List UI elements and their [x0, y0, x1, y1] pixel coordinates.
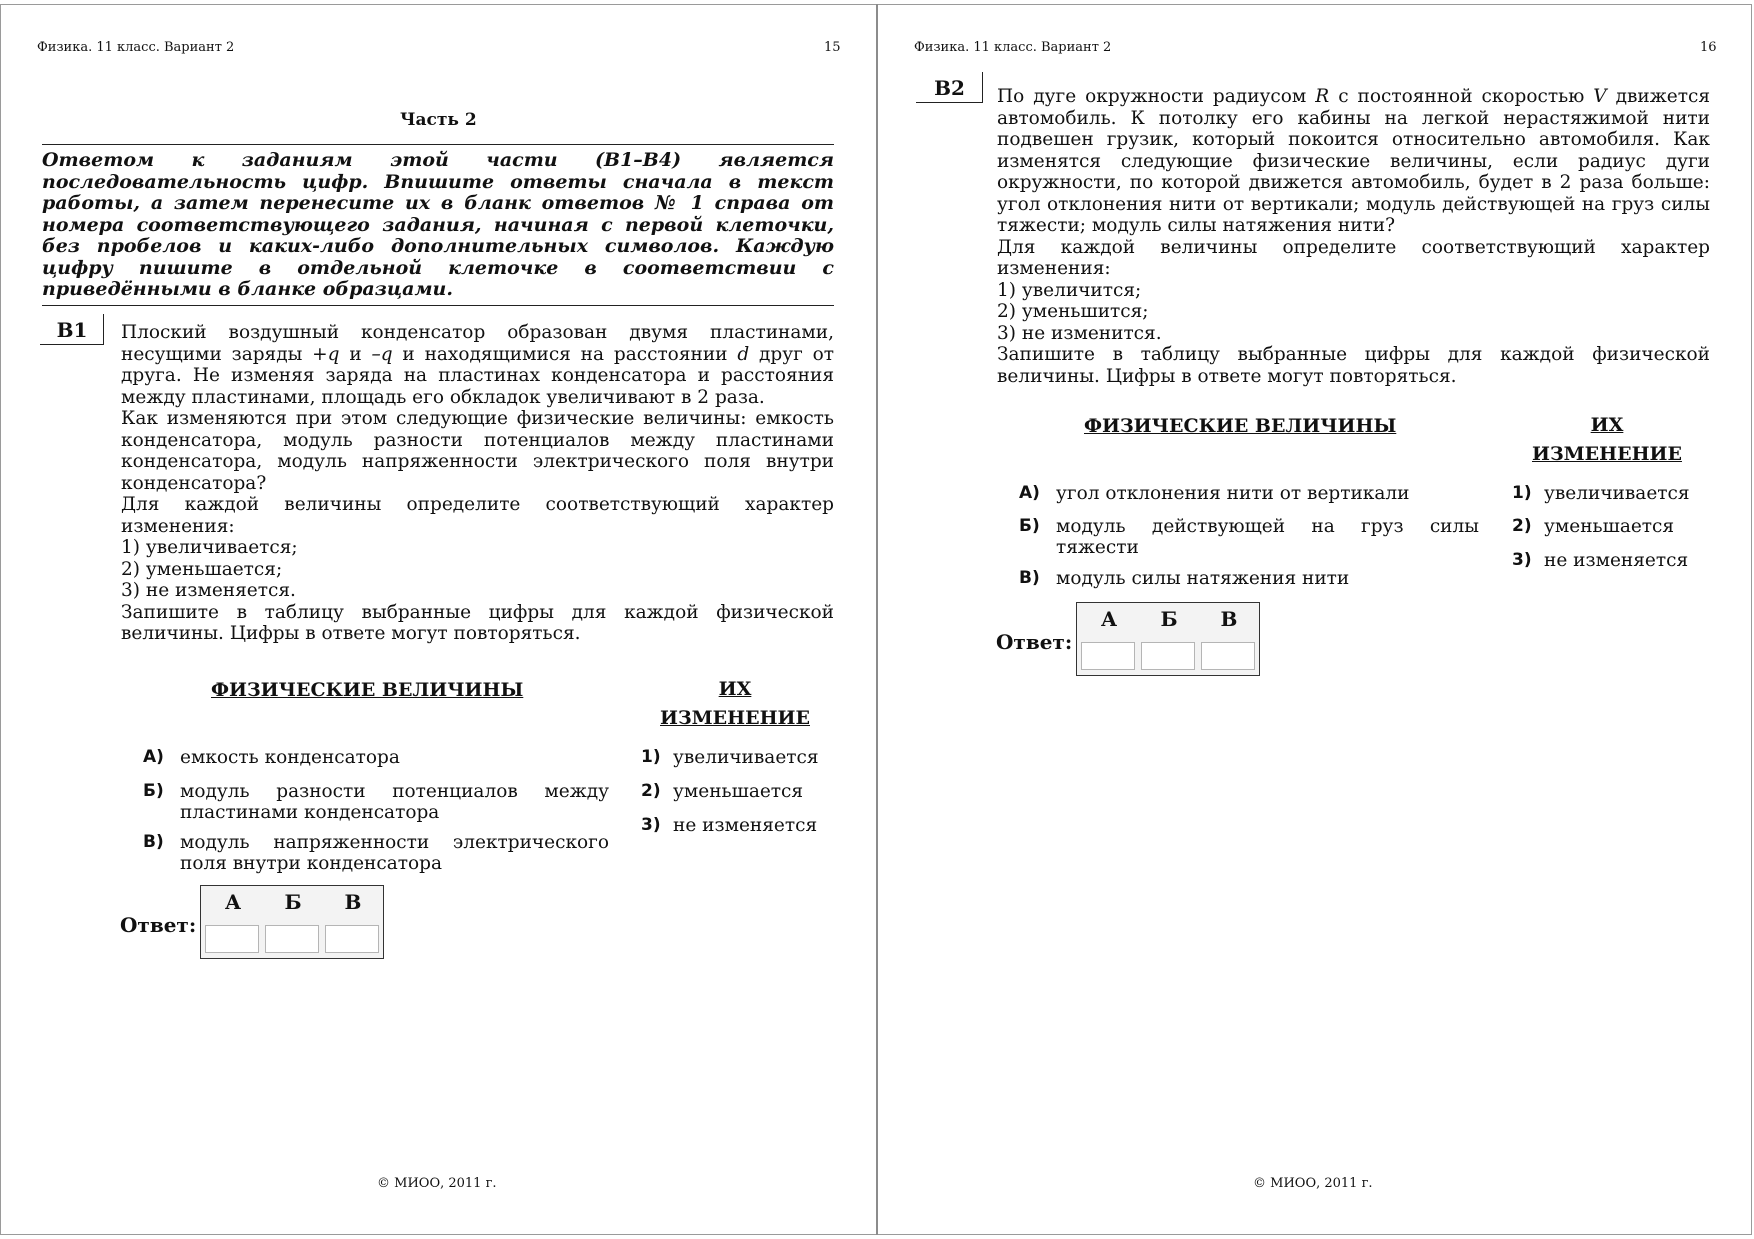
- running-head-right: Физика. 11 класс. Вариант 2: [914, 40, 1112, 55]
- b1-option-3: 3) не изменяется.: [121, 580, 296, 601]
- b2-answer-col-b: Б: [1160, 607, 1178, 631]
- b2-change-2: 2) уменьшается: [1512, 516, 1675, 537]
- page-number-left: 15: [824, 40, 841, 55]
- b1-answer-col-b: Б: [284, 890, 302, 914]
- instruction-bottom-rule: [42, 305, 834, 306]
- b1-answer-col-a: А: [224, 890, 242, 914]
- b1-option-1: 1) увеличивается;: [121, 537, 298, 558]
- b2-column-head-quantities: ФИЗИЧЕСКИЕ ВЕЛИЧИНЫ: [1084, 415, 1397, 437]
- b2-quantity-a: А) угол отклонения нити от вертикали: [1019, 483, 1410, 504]
- b2-column-head-changes: ИХ ИЗМЕНЕНИЕ: [1532, 414, 1682, 465]
- b1-quantity-c: В) модуль напряженности электрического поля внутри конденсатора: [143, 832, 609, 874]
- instruction-line: Ответом к заданиям этой части (В1–В4) является: [42, 149, 834, 171]
- page-number-right: 16: [1700, 40, 1717, 55]
- b1-answer-table: [200, 885, 384, 959]
- b2-quantity-b: Б) модуль действующей на груз силы тяжести: [1019, 516, 1479, 558]
- b2-change-1: 1) увеличивается: [1512, 483, 1690, 504]
- footer-left: © МИОО, 2011 г.: [377, 1176, 497, 1191]
- b1-paragraph-2: Как изменяются при этом следующие физические величины: емкость конденсатора, модуль разности потенциалов между пластинами конденсатора, модуль напряженности электрического поля внутри конденсатора?: [121, 408, 834, 494]
- b1-column-head-changes: ИХ ИЗМЕНЕНИЕ: [660, 678, 810, 729]
- b2-option-1: 1) увеличится;: [997, 279, 1142, 301]
- b1-answer-label: Ответ:: [120, 913, 197, 937]
- task-label-b2: В2: [916, 76, 983, 103]
- b2-paragraph-3: Для каждой величины определите соответствующий характер изменения:: [997, 236, 1710, 279]
- part-title: Часть 2: [400, 110, 477, 130]
- b2-change-3: 3) не изменяется: [1512, 550, 1689, 571]
- b2-answer-label: Ответ:: [996, 630, 1073, 654]
- spread-divider: [876, 4, 878, 1235]
- b1-column-head-quantities: ФИЗИЧЕСКИЕ ВЕЛИЧИНЫ: [211, 679, 524, 701]
- b1-change-1: 1) увеличивается: [641, 747, 819, 768]
- b2-quantity-c: В) модуль силы натяжения нити: [1019, 568, 1350, 589]
- running-head-left: Физика. 11 класс. Вариант 2: [37, 40, 235, 55]
- b1-quantity-a: А) емкость конденсатора: [143, 747, 400, 768]
- b2-paragraph-4: Запишите в таблицу выбранные цифры для каждой физической величины. Цифры в ответе могут повторяться.: [997, 344, 1710, 387]
- b2-answer-table: [1076, 602, 1260, 676]
- instruction-line: приведёнными в бланке образцами.: [42, 278, 453, 300]
- b1-paragraph-1: Плоский воздушный конденсатор образован двумя пластинами, несущими заряды +q и –q и находящимися на расстоянии d друг от друга. Не изменяя заряда на пластинах конденсатора и расстояния между пластинами, площадь его обкладок увеличивают в 2 раза.: [121, 322, 834, 408]
- b2-paragraph-1: По дуге окружности радиусом R с постоянной скоростью V движется автомобиль. К потолку его кабины на легкой нерастяжимой нити подвешен грузик, который покоится относительно автомобиля. Как изменятся следующие физические величины, если радиус дуги окружности, по которой движется автомобиль, будет в 2 раза больше: угол отклонения нити от вертикали; модуль действующей на груз силы тяжести; модуль силы натяжения нити?: [997, 86, 1710, 236]
- b1-change-3: 3) не изменяется: [641, 815, 818, 836]
- b2-question-text: [997, 86, 1710, 387]
- instruction-line: последовательность цифр. Впишите ответы сначала в текст: [42, 170, 834, 193]
- instruction-top-rule: [42, 144, 834, 145]
- footer-right: © МИОО, 2011 г.: [1253, 1176, 1373, 1191]
- instruction-line: номера соответствующего задания, начиная с первой клеточки,: [42, 213, 834, 236]
- b2-option-2: 2) уменьшится;: [997, 301, 1149, 322]
- b2-answer-cell-a[interactable]: [1081, 642, 1135, 670]
- part-instruction: [42, 150, 834, 301]
- b1-change-2: 2) уменьшается: [641, 781, 804, 802]
- instruction-line: цифру пишите в отдельной клеточке в соответствии с: [42, 256, 834, 279]
- b1-paragraph-3: Для каждой величины определите соответствующий характер изменения:: [121, 494, 834, 537]
- task-label-b1: В1: [40, 318, 104, 345]
- b1-quantity-b: Б) модуль разности потенциалов между пластинами конденсатора: [143, 781, 609, 823]
- b1-answer-cell-c[interactable]: [325, 925, 379, 953]
- instruction-line: без пробелов и каких-либо дополнительных символов. Каждую: [42, 235, 834, 257]
- b1-paragraph-4: Запишите в таблицу выбранные цифры для каждой физической величины. Цифры в ответе могут повторяться.: [121, 601, 834, 644]
- b2-answer-col-a: А: [1100, 607, 1118, 631]
- b1-option-2: 2) уменьшается;: [121, 558, 283, 580]
- instruction-line: работы, а затем перенесите их в бланк ответов № 1 справа от: [42, 192, 834, 214]
- b2-answer-col-c: В: [1220, 607, 1238, 631]
- b1-answer-cell-b[interactable]: [265, 925, 319, 953]
- b2-answer-cell-b[interactable]: [1141, 642, 1195, 670]
- b2-answer-cell-c[interactable]: [1201, 642, 1255, 670]
- b1-answer-col-c: В: [344, 890, 362, 914]
- b1-answer-cell-a[interactable]: [205, 925, 259, 953]
- b2-option-3: 3) не изменится.: [997, 322, 1162, 344]
- b1-question-text: [121, 322, 834, 645]
